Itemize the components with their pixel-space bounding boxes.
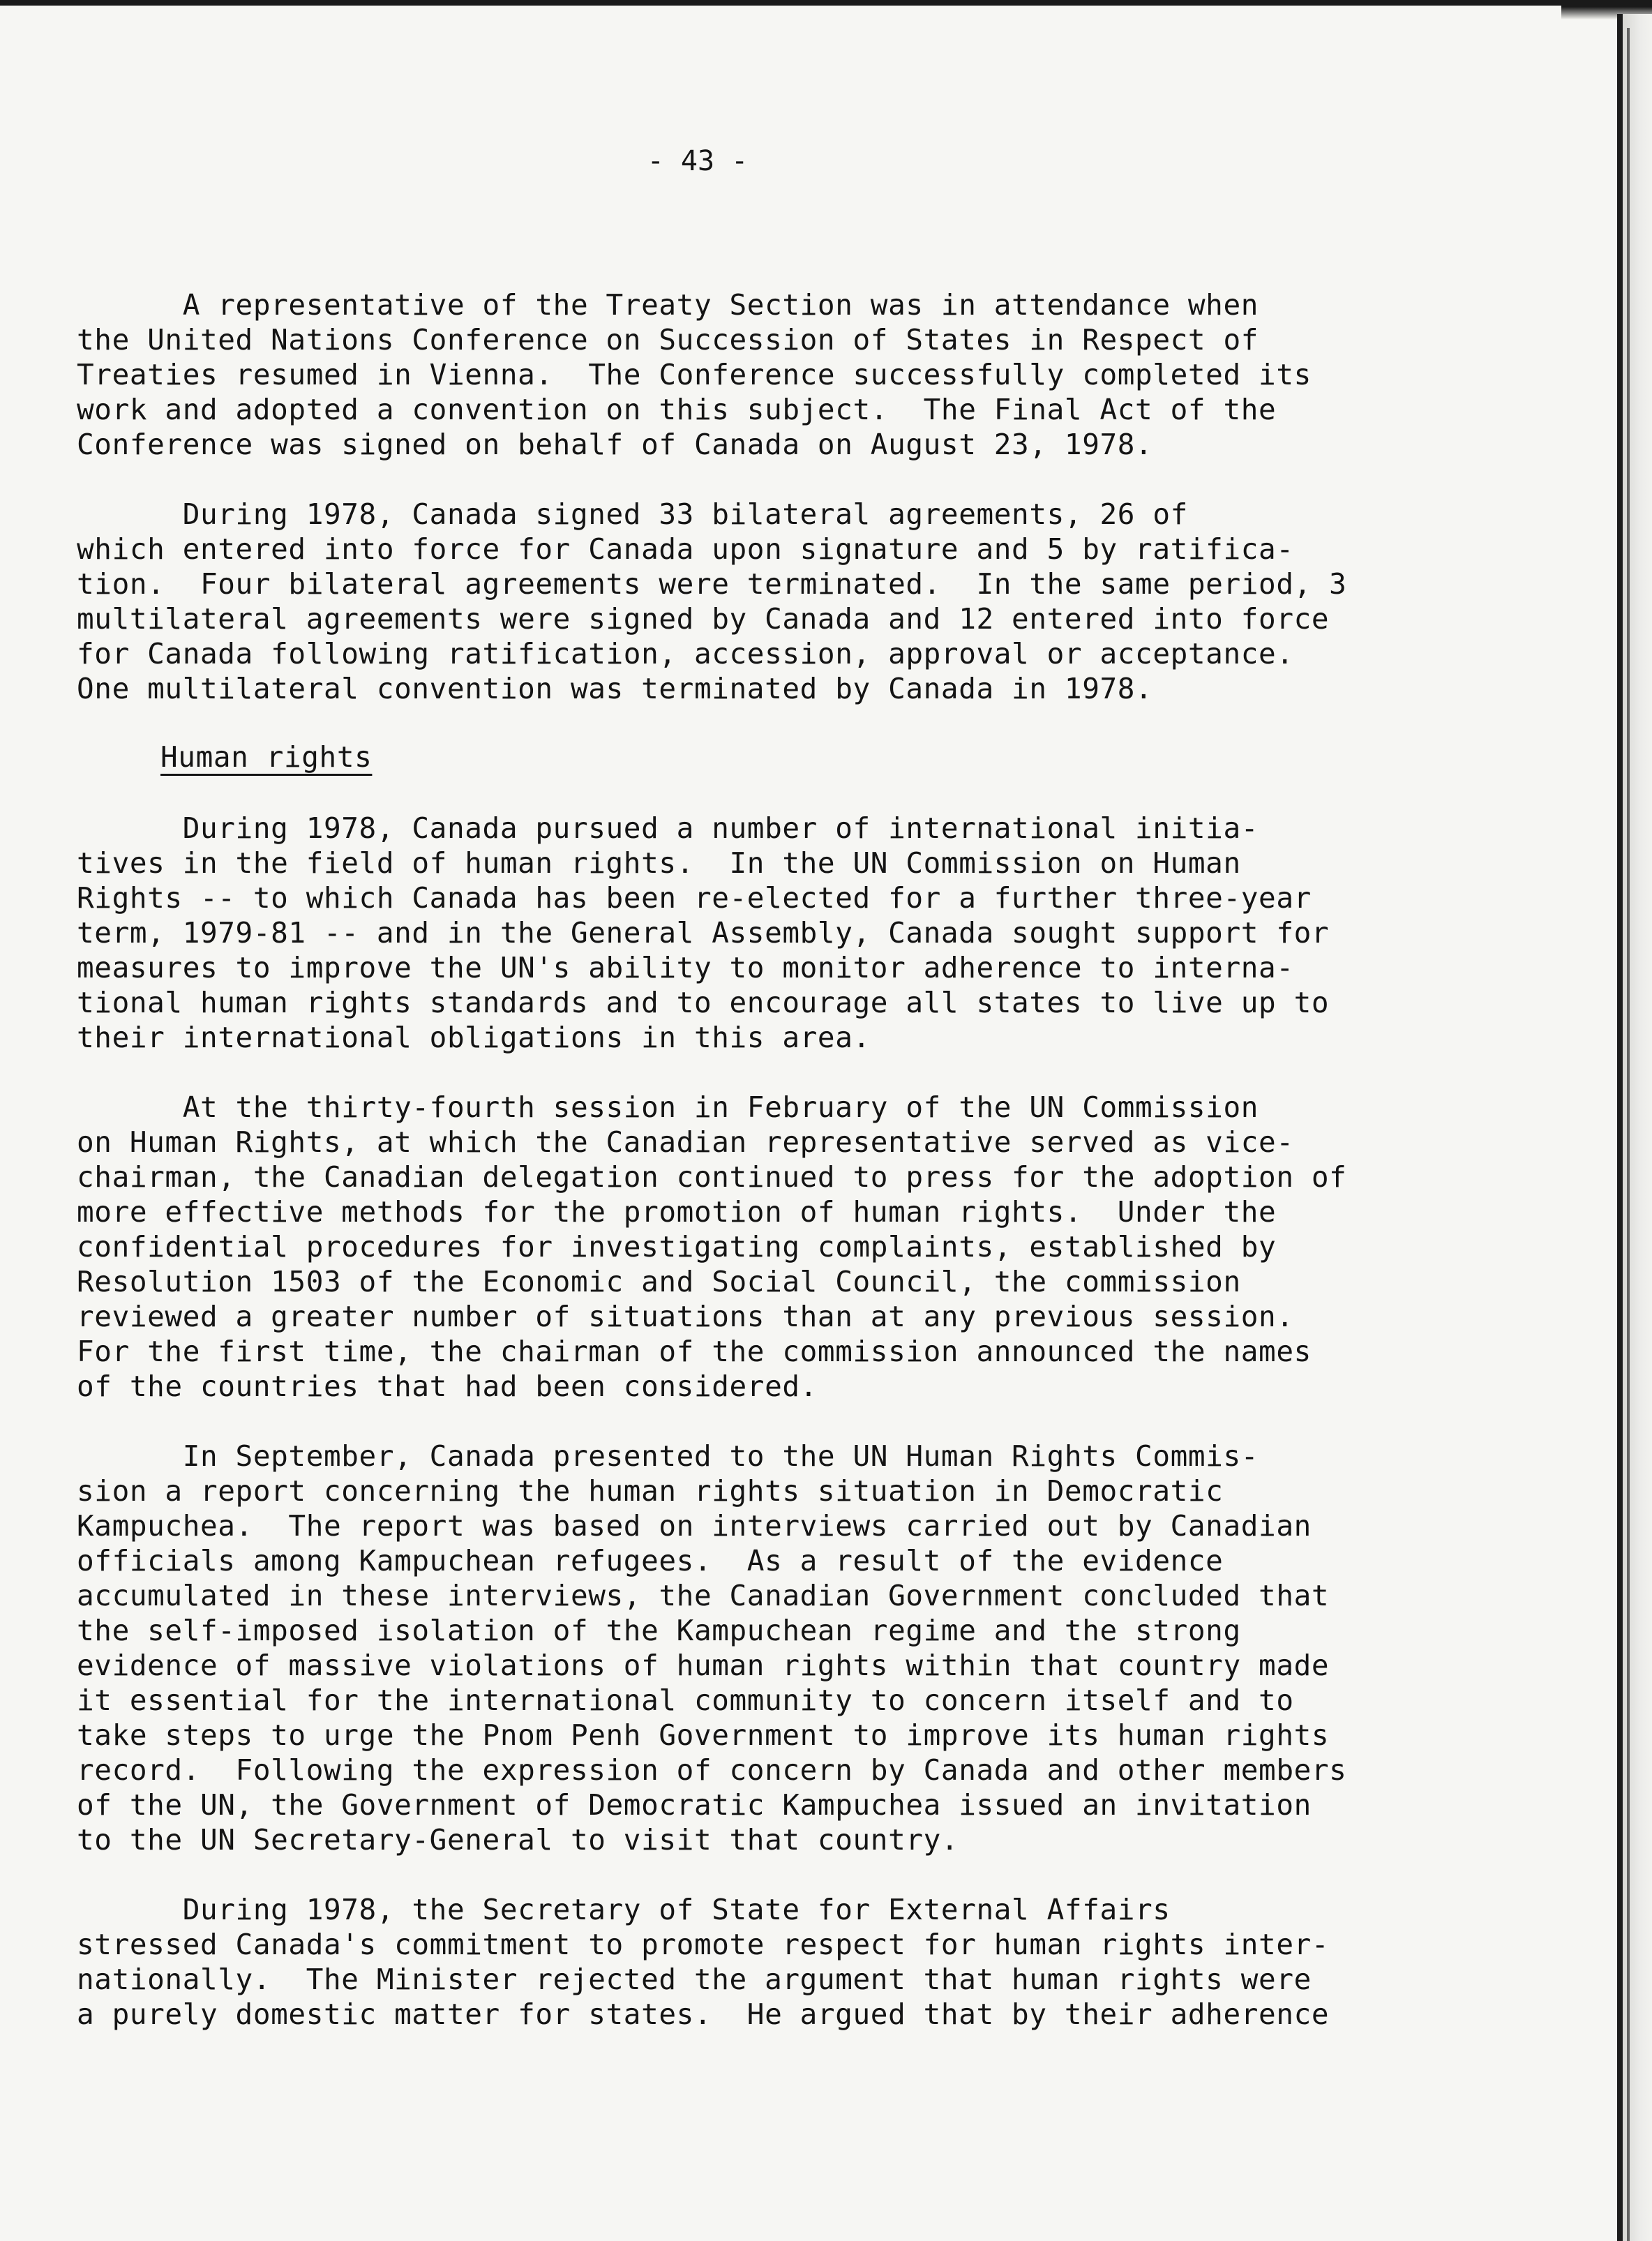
paragraph-3-line-4: term, 1979-81 -- and in the General Assembly, Canada sought support for: [77, 916, 1330, 950]
paragraph-4-line-2: on Human Rights, at which the Canadian representative served as vice-: [77, 1125, 1294, 1159]
paragraph-4-line-7: reviewed a greater number of situations than at any previous session.: [77, 1300, 1294, 1333]
paragraph-5-line-11: of the UN, the Government of Democratic Kampuchea issued an invitation: [77, 1788, 1312, 1822]
page-number: - 43 -: [647, 145, 749, 177]
paragraph-5-line-4: officials among Kampuchean refugees. As a result of the evidence: [77, 1544, 1224, 1577]
paragraph-1-line-1: A representative of the Treaty Section was in attendance when: [77, 288, 1259, 322]
paragraph-3-line-5: measures to improve the UN's ability to monitor adherence to interna-: [77, 951, 1294, 984]
paragraph-5-line-7: evidence of massive violations of human rights within that country made: [77, 1649, 1330, 1682]
paragraph-5-line-8: it essential for the international community to concern itself and to: [77, 1684, 1294, 1717]
paragraph-1-line-2: the United Nations Conference on Succession of States in Respect of: [77, 323, 1259, 357]
paragraph-3-line-1: During 1978, Canada pursued a number of international initia-: [77, 811, 1259, 845]
paragraph-1-line-5: Conference was signed on behalf of Canada on August 23, 1978.: [77, 428, 1153, 461]
paragraph-3-line-2: tives in the field of human rights. In the UN Commission on Human: [77, 846, 1241, 880]
paragraph-4-line-4: more effective methods for the promotion of human rights. Under the: [77, 1195, 1277, 1229]
paragraph-6-line-3: nationally. The Minister rejected the argument that human rights were: [77, 1963, 1312, 1996]
paragraph-2-line-1: During 1978, Canada signed 33 bilateral agreements, 26 of: [77, 497, 1188, 531]
paragraph-4-line-9: of the countries that had been considered.: [77, 1370, 818, 1403]
scan-edge-right-inner: [1627, 28, 1630, 2241]
paragraph-1-line-4: work and adopted a convention on this subject. The Final Act of the: [77, 393, 1277, 426]
paragraph-4-line-5: confidential procedures for investigating complaints, established by: [77, 1230, 1277, 1264]
paragraph-4-line-6: Resolution 1503 of the Economic and Social Council, the commission: [77, 1265, 1241, 1298]
scan-edge-right-outer: [1617, 14, 1623, 2241]
paragraph-2-line-2: which entered into force for Canada upon signature and 5 by ratifica-: [77, 532, 1294, 566]
paragraph-3-line-6: tional human rights standards and to encourage all states to live up to: [77, 986, 1330, 1019]
paragraph-2-line-3: tion. Four bilateral agreements were terminated. In the same period, 3: [77, 567, 1347, 601]
paragraph-4-line-3: chairman, the Canadian delegation continued to press for the adoption of: [77, 1160, 1347, 1194]
paragraph-5-line-6: the self-imposed isolation of the Kampuchean regime and the strong: [77, 1614, 1241, 1647]
paragraph-5-line-5: accumulated in these interviews, the Canadian Government concluded that: [77, 1579, 1330, 1612]
paragraph-2-line-5: for Canada following ratification, accession, approval or acceptance.: [77, 637, 1294, 670]
paragraph-3-line-3: Rights -- to which Canada has been re-elected for a further three-year: [77, 881, 1312, 915]
paragraph-2-line-4: multilateral agreements were signed by Canada and 12 entered into force: [77, 602, 1330, 636]
paragraph-3-line-7: their international obligations in this area.: [77, 1021, 871, 1054]
paragraph-5-line-3: Kampuchea. The report was based on interviews carried out by Canadian: [77, 1509, 1312, 1543]
paragraph-5-line-12: to the UN Secretary-General to visit that country.: [77, 1823, 959, 1857]
paragraph-5-line-1: In September, Canada presented to the UN Human Rights Commis-: [77, 1439, 1259, 1473]
paragraph-4-line-8: For the first time, the chairman of the commission announced the names: [77, 1335, 1312, 1368]
paragraph-5-line-2: sion a report concerning the human rights situation in Democratic: [77, 1474, 1224, 1508]
paragraph-6-line-2: stressed Canada's commitment to promote respect for human rights inter-: [77, 1928, 1330, 1961]
paragraph-6-line-4: a purely domestic matter for states. He argued that by their adherence: [77, 1998, 1330, 2031]
paragraph-4-line-1: At the thirty-fourth session in February of the UN Commission: [77, 1090, 1259, 1124]
section-heading-human-rights: Human rights: [160, 740, 373, 774]
paragraph-6-line-1: During 1978, the Secretary of State for External Affairs: [77, 1893, 1171, 1926]
scan-edge-top: [0, 0, 1605, 6]
paragraph-5-line-10: record. Following the expression of concern by Canada and other members: [77, 1753, 1347, 1787]
paragraph-5-line-9: take steps to urge the Pnom Penh Government to improve its human rights: [77, 1718, 1330, 1752]
paragraph-1-line-3: Treaties resumed in Vienna. The Conference successfully completed its: [77, 358, 1312, 391]
paragraph-2-line-6: One multilateral convention was terminated by Canada in 1978.: [77, 672, 1153, 705]
